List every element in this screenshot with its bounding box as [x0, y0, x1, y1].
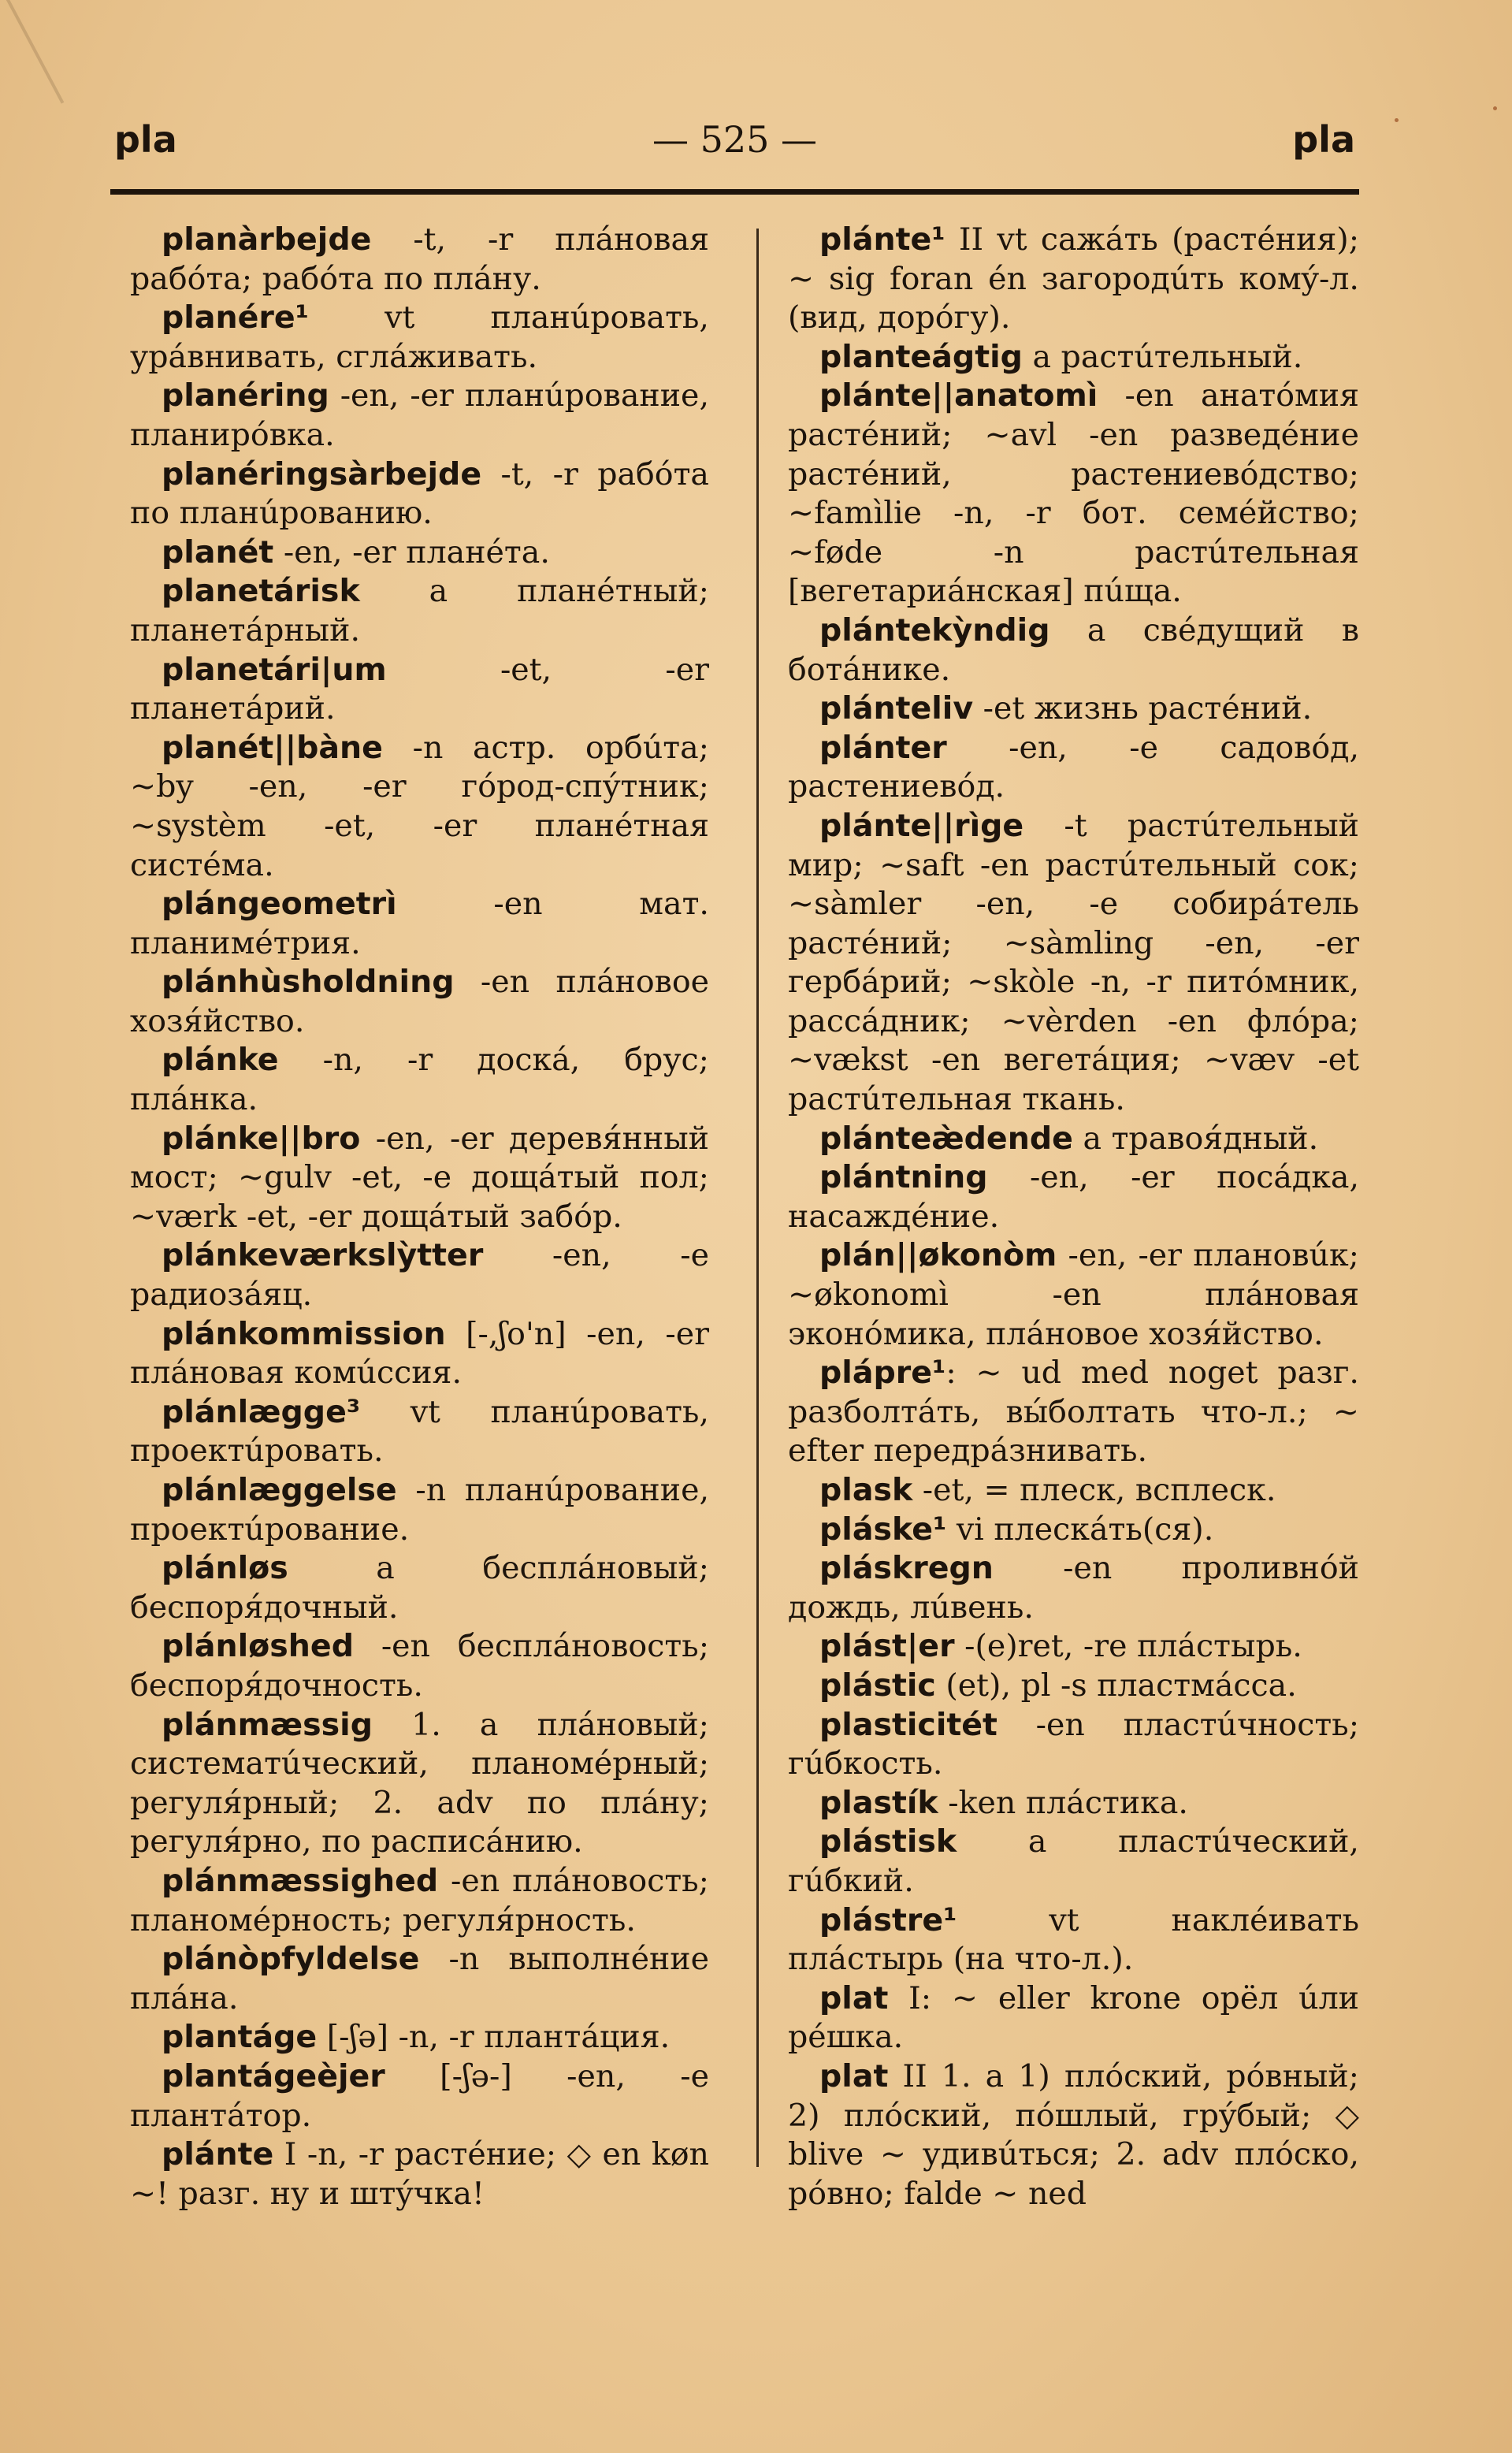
definition: a травоя́дный.: [1072, 1120, 1319, 1157]
definition: -et жизнь растéний.: [973, 690, 1313, 727]
definition: [-ʃə] -n, -r плантáция.: [317, 2019, 671, 2056]
headword: plán||økonòm: [819, 1237, 1057, 1274]
definition: -en плáновое хозя́йство.: [130, 964, 709, 1039]
headword: plánmæssig: [162, 1706, 373, 1743]
dictionary-entry: [130, 533, 709, 573]
headword: plánteæ̀dende: [819, 1120, 1073, 1157]
definition: a планéтный; планетáрный.: [130, 573, 709, 649]
definition: vt наклéивать плáстырь (на что-л.).: [788, 1901, 1359, 1978]
dictionary-entry: [788, 1706, 1359, 1784]
definition: a свéдущий в ботáнике.: [788, 611, 1359, 688]
headword: plánke||bro: [162, 1120, 361, 1157]
dictionary-entry: [788, 1511, 1359, 1550]
dictionary-entry: [788, 1471, 1359, 1511]
dictionary-entry: [788, 1158, 1359, 1236]
right-column: [788, 221, 1359, 2213]
headword: plástre¹: [819, 1901, 957, 1938]
dictionary-entry: [130, 455, 709, 533]
left-column: [130, 221, 709, 2213]
definition: -en проливнóй дождь, лúвень.: [788, 1550, 1359, 1626]
definition: a пластúческий, гúбкий.: [788, 1823, 1359, 1899]
definition: -ken плáстика.: [938, 1784, 1188, 1821]
definition: -t растúтельный мир; ~saft -en растúтельный сок; ~sàmler -en, -e собирáтель растéний; ~sàmling -en, -er гербáрий; ~skòle -n, -r питóмник, рассáдник; ~vèrden -en флóра; ~vækst -en вегетáция; ~væv -et растúтельная ткань.: [788, 807, 1359, 1118]
headword: planére¹: [162, 299, 309, 336]
dictionary-entry: [788, 1120, 1359, 1159]
definition: II vt сажáть (растéния); ~ sig foran én загородúть комý-л. (вид, дорóгу).: [788, 221, 1359, 336]
headword: plánkeværkslỳtter: [162, 1237, 484, 1274]
definition: -en, -e садовóд, растениевóд.: [788, 729, 1359, 805]
dictionary-entry: [788, 1354, 1359, 1471]
definition: -n астр. орбúта; ~by -en, -er гóрод-спýтник; ~systèm -et, -er планéтная систéма.: [130, 729, 709, 883]
dictionary-entry: [788, 1823, 1359, 1901]
headword: plat: [819, 2057, 889, 2094]
dictionary-entry: [130, 1471, 709, 1549]
definition: -en, -er плановúк; ~økonomì -en плáновая эконóмика, плáновое хозя́йство.: [788, 1237, 1359, 1352]
definition: 1. a плáновый; систематúческий, планомéрный; регуля́рный; 2. adv по плáну; регуля́рно, по расписáнию.: [130, 1706, 709, 1860]
page-header: [114, 118, 1355, 189]
right-guide-word: pla: [1292, 118, 1355, 161]
headword: planét||bàne: [162, 729, 383, 766]
headword: plánte||anatomì: [819, 377, 1098, 414]
dictionary-entry: [130, 2057, 709, 2135]
headword: planàrbejde: [162, 221, 372, 258]
definition: vt планúровать, проектúровать.: [130, 1393, 709, 1470]
dictionary-entry: [130, 1041, 709, 1119]
dictionary-entry: [788, 377, 1359, 611]
headword: plánhùsholdning: [162, 964, 455, 1001]
definition: a бесплáновый; беспоря́дочный.: [130, 1550, 709, 1626]
definition: vt планúровать, урáвнивать, сглáживать.: [130, 299, 709, 375]
dictionary-entry: [130, 572, 709, 650]
headword: plastík: [819, 1784, 938, 1821]
dictionary-entry: [788, 689, 1359, 729]
dictionary-entry: [130, 2018, 709, 2057]
headword: plástisk: [819, 1823, 957, 1860]
dictionary-entry: [788, 1667, 1359, 1706]
headword: plánte¹: [819, 221, 945, 258]
definition: -en пластúчность; гúбкость.: [788, 1706, 1359, 1782]
dictionary-entry: [130, 377, 709, 455]
definition: -t, -r плáновая рабóта; рабóта по плáну.: [130, 221, 709, 297]
definition: -et, -er планетáрий.: [130, 651, 709, 727]
headword: plánte: [162, 2136, 274, 2173]
headword: plánte||rìge: [819, 807, 1024, 844]
definition: (et), pl -s пластмáсса.: [935, 1667, 1297, 1704]
headword: planetárisk: [162, 573, 360, 610]
headword: plasticitét: [819, 1706, 997, 1743]
definition: -en анатóмия растéний; ~avl -en разведéние растéний, растениевóдство; ~famìlie -n, -r бот. семéйство; ~føde -n растúтельная [вегетариáнская] пúща.: [788, 377, 1359, 610]
dictionary-entry: [788, 1901, 1359, 1979]
definition: I -n, -r растéние; ◇ en køn ~! разг. ну и штýчка!: [130, 2136, 709, 2212]
dictionary-entry: [130, 1940, 709, 2018]
dictionary-entry: [130, 1120, 709, 1237]
definition: -en, -er планéта.: [273, 533, 550, 571]
definition: -en, -er планúрование, планирóвка.: [130, 377, 709, 453]
headword: plángeometrì: [162, 886, 397, 923]
header-rule: [110, 189, 1359, 195]
headword: plánke: [162, 1042, 279, 1079]
dictionary-entry: [788, 611, 1359, 689]
definition: -n, -r доскá, брус; плáнка.: [130, 1042, 709, 1118]
dictionary-entry: [788, 2057, 1359, 2213]
dictionary-entry: [130, 963, 709, 1041]
headword: plástic: [819, 1667, 936, 1704]
definition: -en, -er деревя́нный мост; ~gulv -et, -e дощáтый пол; ~værk -et, -er дощáтый забóр.: [130, 1120, 709, 1235]
definition: -en бесплáновость; беспоря́дочность.: [130, 1628, 709, 1704]
definition: -(e)ret, -re плáстырь.: [954, 1628, 1302, 1665]
dictionary-entry: [788, 1784, 1359, 1823]
dictionary-entry: [130, 2135, 709, 2213]
dictionary-entry: [130, 885, 709, 963]
dictionary-entry: [788, 729, 1359, 807]
definition: -et, = плеск, всплеск.: [912, 1472, 1276, 1508]
headword: plánmæssighed: [162, 1862, 439, 1899]
headword: planét: [162, 533, 274, 571]
headword: pláskregn: [819, 1550, 994, 1587]
definition: II 1. a 1) плóский, рóвный; 2) плóский, пóшлый, грýбый; ◇ blive ~ удивúться; 2. adv плóско, рóвно; falde ~ ned: [788, 2057, 1359, 2212]
headword: plánter: [819, 729, 947, 766]
dictionary-entry: [130, 1627, 709, 1705]
dictionary-entry: [130, 1549, 709, 1627]
headword: plat: [819, 1979, 889, 2016]
headword: plánløshed: [162, 1628, 354, 1665]
dictionary-entry: [130, 299, 709, 377]
definition: : ~ ud med noget разг. разболтáть, вы́болтать что-л.; ~ efter передрáзнивать.: [788, 1355, 1359, 1470]
headword: plánteliv: [819, 690, 974, 727]
paper-spot: [1493, 106, 1497, 110]
headword: planteágtig: [819, 338, 1023, 375]
headword: plánlæggelse: [162, 1472, 397, 1508]
headword: planetári|um: [162, 651, 387, 688]
definition: -en плáновость; планомéрность; регуля́рность.: [130, 1862, 709, 1938]
definition: [-,ʃo'n] -en, -er плáновая комúссия.: [130, 1315, 709, 1392]
dictionary-entry: [788, 221, 1359, 338]
definition: a растúтельный.: [1022, 338, 1303, 375]
headword: plántekỳndig: [819, 611, 1050, 649]
left-guide-word: pla: [114, 118, 177, 161]
headword: plantágeèjer: [162, 2057, 385, 2094]
definition: -en, -er посáдка, насаждéние.: [788, 1159, 1359, 1235]
dictionary-entry: [130, 1706, 709, 1862]
headword: plánòpfyldelse: [162, 1941, 420, 1978]
headword: plánlægge³: [162, 1393, 361, 1430]
headword: planéring: [162, 377, 329, 414]
definition: [-ʃə-] -en, -e плантáтор.: [130, 2057, 709, 2134]
column-divider: [756, 229, 759, 2167]
page-number: — 525 —: [652, 118, 818, 161]
headword: pláske¹: [819, 1511, 947, 1548]
definition: -n планúрование, проектúрование.: [130, 1472, 709, 1548]
dictionary-entry: [130, 1236, 709, 1314]
dictionary-entry: [130, 1862, 709, 1940]
paper-spot: [1395, 118, 1399, 122]
headword: plápre¹: [819, 1355, 946, 1392]
headword: planéringsàrbejde: [162, 455, 482, 492]
definition: I: ~ eller krone орёл úли рéшка.: [788, 1979, 1359, 2056]
dictionary-entry: [130, 1315, 709, 1393]
headword: plást|er: [819, 1628, 955, 1665]
definition: -t, -r рабóта по планúрованию.: [130, 455, 709, 532]
headword: plantáge: [162, 2019, 318, 2056]
dictionary-entry: [130, 651, 709, 729]
dictionary-entry: [788, 1236, 1359, 1354]
dictionary-entry: [788, 807, 1359, 1120]
dictionary-entry: [788, 1549, 1359, 1627]
dictionary-entry: [130, 729, 709, 885]
definition: -n выполнéние плáна.: [130, 1941, 709, 2016]
headword: plánløs: [162, 1550, 288, 1587]
headword: plask: [819, 1472, 913, 1508]
definition: -en, -e радиозáяц.: [130, 1237, 709, 1314]
dictionary-entry: [130, 221, 709, 299]
dictionary-entry: [788, 338, 1359, 377]
definition: vi плескáть(ся).: [946, 1511, 1214, 1548]
dictionary-entry: [788, 1979, 1359, 2057]
dictionary-entry: [788, 1627, 1359, 1667]
headword: plánkommission: [162, 1315, 446, 1352]
headword: plántning: [819, 1159, 988, 1196]
dictionary-entry: [130, 1393, 709, 1471]
definition: -en мат. планимéтрия.: [130, 886, 709, 961]
